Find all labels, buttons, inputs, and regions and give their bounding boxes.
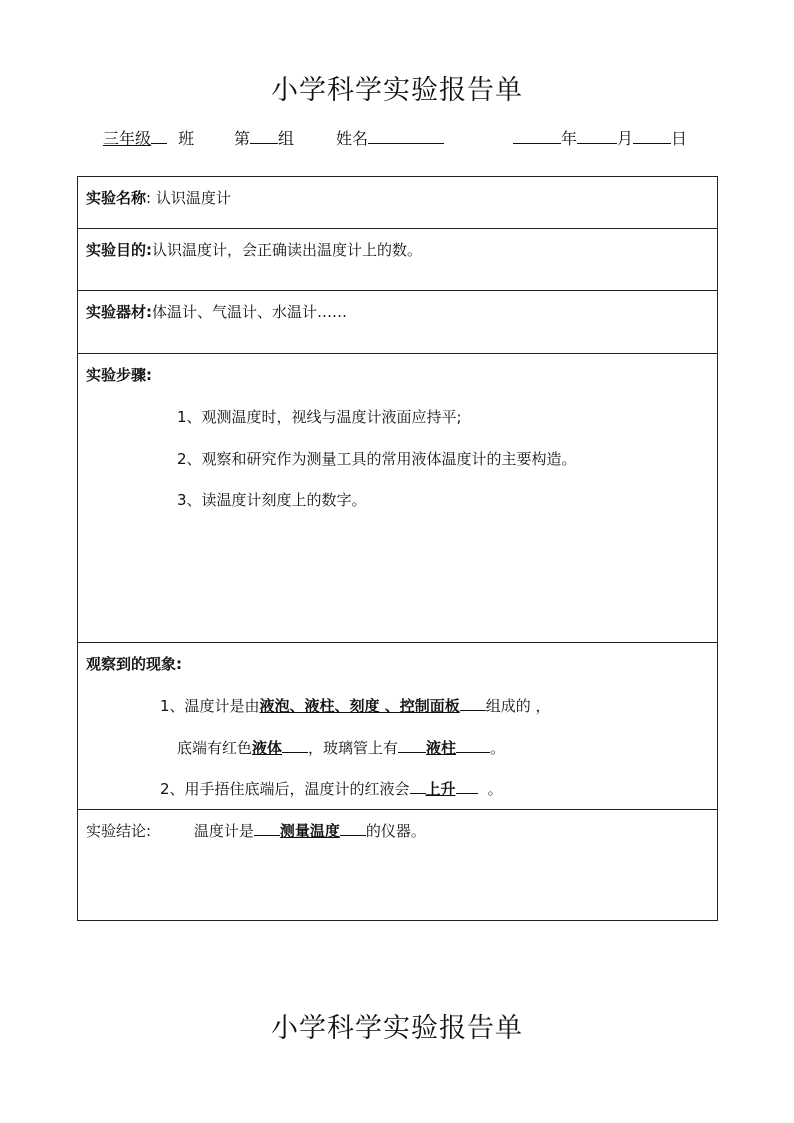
experiment-materials-cell	[78, 291, 718, 354]
step-item: 3、读温度计刻度上的数字。	[177, 491, 367, 509]
experiment-purpose-label: 实验目的	[86, 241, 147, 259]
experiment-purpose-value: 认识温度计，会正确读出温度计上的数。	[152, 241, 423, 259]
experiment-name-label: 实验名称	[86, 189, 147, 207]
step-item: 1、观测温度时，视线与温度计液面应持平;	[177, 408, 462, 426]
class-label: 班	[178, 129, 195, 148]
experiment-name-value: 认识温度计	[155, 189, 231, 207]
name-field	[336, 126, 444, 149]
observation-1-suffix: 组成的 ，	[485, 697, 551, 715]
conclusion-cell	[78, 810, 718, 921]
conclusion-answer: 测量温度	[279, 822, 340, 840]
answer-blank	[254, 820, 280, 836]
observations-cell	[78, 643, 718, 810]
row-experiment-materials	[78, 291, 718, 354]
grade-field	[103, 126, 194, 149]
row-experiment-purpose	[78, 229, 718, 291]
experiment-purpose-sep: :	[146, 241, 153, 259]
observation-1-answer: 液泡、液柱、刻度 、控制面板	[259, 697, 460, 715]
observation-line-2	[177, 737, 505, 759]
answer-blank	[456, 778, 478, 794]
observation-2-suffix: 。	[490, 739, 506, 757]
conclusion-prefix: 温度计是	[193, 822, 254, 840]
student-info-line	[0, 126, 794, 150]
grade-label: 三年级	[103, 129, 152, 148]
name-label: 姓名	[336, 129, 369, 148]
experiment-steps-cell	[78, 354, 718, 643]
observation-line-3	[160, 778, 503, 800]
experiment-materials-label: 实验器材	[86, 303, 147, 321]
observation-1-prefix: 1、温度计是由	[160, 697, 260, 715]
observation-2-answer-2: 液柱	[426, 739, 457, 757]
answer-blank	[460, 695, 486, 711]
day-blank	[633, 127, 671, 144]
month-blank	[577, 127, 617, 144]
row-conclusion	[78, 810, 718, 921]
observations-label: 观察到的现象:	[86, 655, 182, 673]
observation-2-mid: ，玻璃管上有	[308, 739, 399, 757]
observation-line-1	[160, 695, 551, 717]
experiment-purpose-cell	[78, 229, 718, 291]
experiment-name-cell	[78, 177, 718, 229]
conclusion-label: 实验结论:	[86, 822, 152, 840]
row-experiment-name	[78, 177, 718, 229]
observation-3-prefix: 2、用手捂住底端后，温度计的红液会	[160, 780, 410, 798]
group-field	[234, 126, 294, 149]
experiment-name-sep: :	[146, 189, 152, 207]
page-title: 小学科学实验报告单	[271, 75, 523, 106]
observation-2-prefix: 底端有红色	[177, 739, 253, 757]
group-suffix: 组	[278, 129, 295, 148]
observation-2-answer-1: 液体	[252, 739, 283, 757]
name-blank	[368, 127, 444, 144]
experiment-materials-sep: :	[146, 303, 153, 321]
report-table	[77, 176, 718, 921]
group-prefix: 第	[234, 129, 251, 148]
answer-blank	[410, 778, 426, 794]
row-observations	[78, 643, 718, 810]
class-blank	[151, 127, 167, 144]
year-label: 年	[561, 129, 578, 148]
year-blank	[513, 127, 561, 144]
experiment-materials-value: 体温计、气温计、水温计……	[152, 303, 348, 321]
answer-blank	[398, 737, 426, 753]
row-experiment-steps	[78, 354, 718, 643]
page-title-second: 小学科学实验报告单	[271, 1013, 523, 1044]
answer-blank	[282, 737, 308, 753]
observation-3-suffix: 。	[487, 780, 503, 798]
experiment-steps-label: 实验步骤:	[86, 366, 152, 384]
day-label: 日	[671, 129, 688, 148]
group-blank	[250, 127, 278, 144]
date-field	[513, 126, 687, 149]
step-item: 2、观察和研究作为测量工具的常用液体温度计的主要构造。	[177, 450, 577, 468]
observation-3-answer: 上升	[425, 780, 456, 798]
answer-blank	[340, 820, 366, 836]
answer-blank	[456, 737, 490, 753]
month-label: 月	[617, 129, 634, 148]
conclusion-suffix: 的仪器。	[365, 822, 426, 840]
